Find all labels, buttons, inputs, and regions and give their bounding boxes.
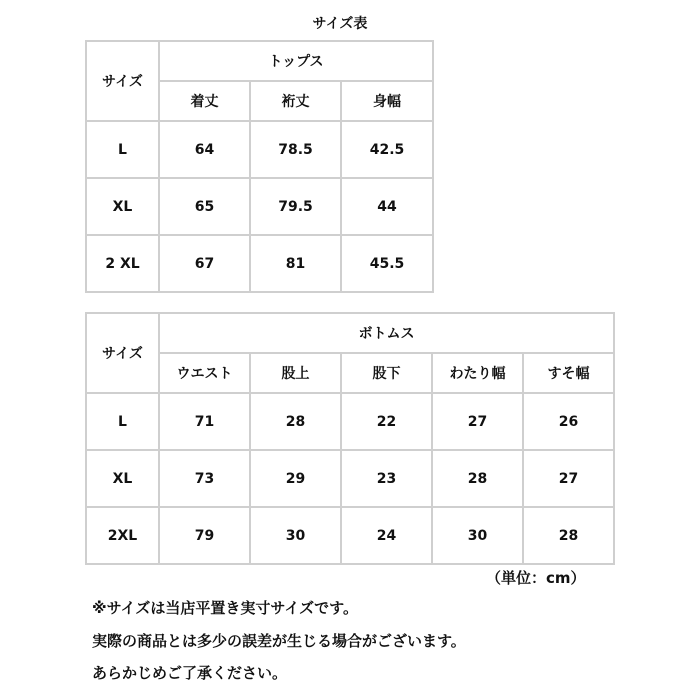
column-header: すそ幅 [523,353,614,393]
table-cell: 27 [523,450,614,507]
table-cell: 29 [250,450,341,507]
size-label: L [86,121,159,178]
table-row [86,507,614,564]
table-cell: 26 [523,393,614,450]
table-cell: 79 [159,507,250,564]
table-cell: 28 [432,450,523,507]
note-line: あらかじめご了承ください。 [92,664,288,682]
table-cell: 79.5 [250,178,341,235]
table-cell: 42.5 [341,121,433,178]
table-row [86,393,614,450]
size-label: XL [86,178,159,235]
size-label: XL [86,450,159,507]
table-cell: 27 [432,393,523,450]
table-cell: 81 [250,235,341,292]
table-cell: 73 [159,450,250,507]
table-cell: 23 [341,450,432,507]
table-cell: 30 [250,507,341,564]
column-header: 着丈 [159,81,250,121]
column-header: ウエスト [159,353,250,393]
table-cell: 64 [159,121,250,178]
note-line: ※サイズは当店平置き実寸サイズです。 [92,599,358,617]
table-cell: 28 [250,393,341,450]
table-cell: 78.5 [250,121,341,178]
table-cell: 44 [341,178,433,235]
note-line: 実際の商品とは多少の誤差が生じる場合がございます。 [92,632,466,650]
size-label: 2XL [86,507,159,564]
table-row [86,235,433,292]
tops-size-table [85,40,434,293]
table-row [86,121,433,178]
column-header: 身幅 [341,81,433,121]
unit-label: （単位：cm） [486,569,586,587]
table-cell: 67 [159,235,250,292]
table-row [86,178,433,235]
table-cell: 22 [341,393,432,450]
bottoms-size-table [85,312,615,565]
column-header: 股下 [341,353,432,393]
bottoms-group-header: ボトムス [159,313,614,353]
table-cell: 30 [432,507,523,564]
size-label: 2 XL [86,235,159,292]
size-chart-title: サイズ表 [312,16,368,32]
table-cell: 24 [341,507,432,564]
table-cell: 65 [159,178,250,235]
column-header: 裄丈 [250,81,341,121]
table-cell: 28 [523,507,614,564]
column-header: わたり幅 [432,353,523,393]
tops-group-header: トップス [159,41,433,81]
size-label: L [86,393,159,450]
column-header: 股上 [250,353,341,393]
size-header: サイズ [86,41,159,121]
table-row [86,450,614,507]
table-cell: 45.5 [341,235,433,292]
table-cell: 71 [159,393,250,450]
size-header: サイズ [86,313,159,393]
